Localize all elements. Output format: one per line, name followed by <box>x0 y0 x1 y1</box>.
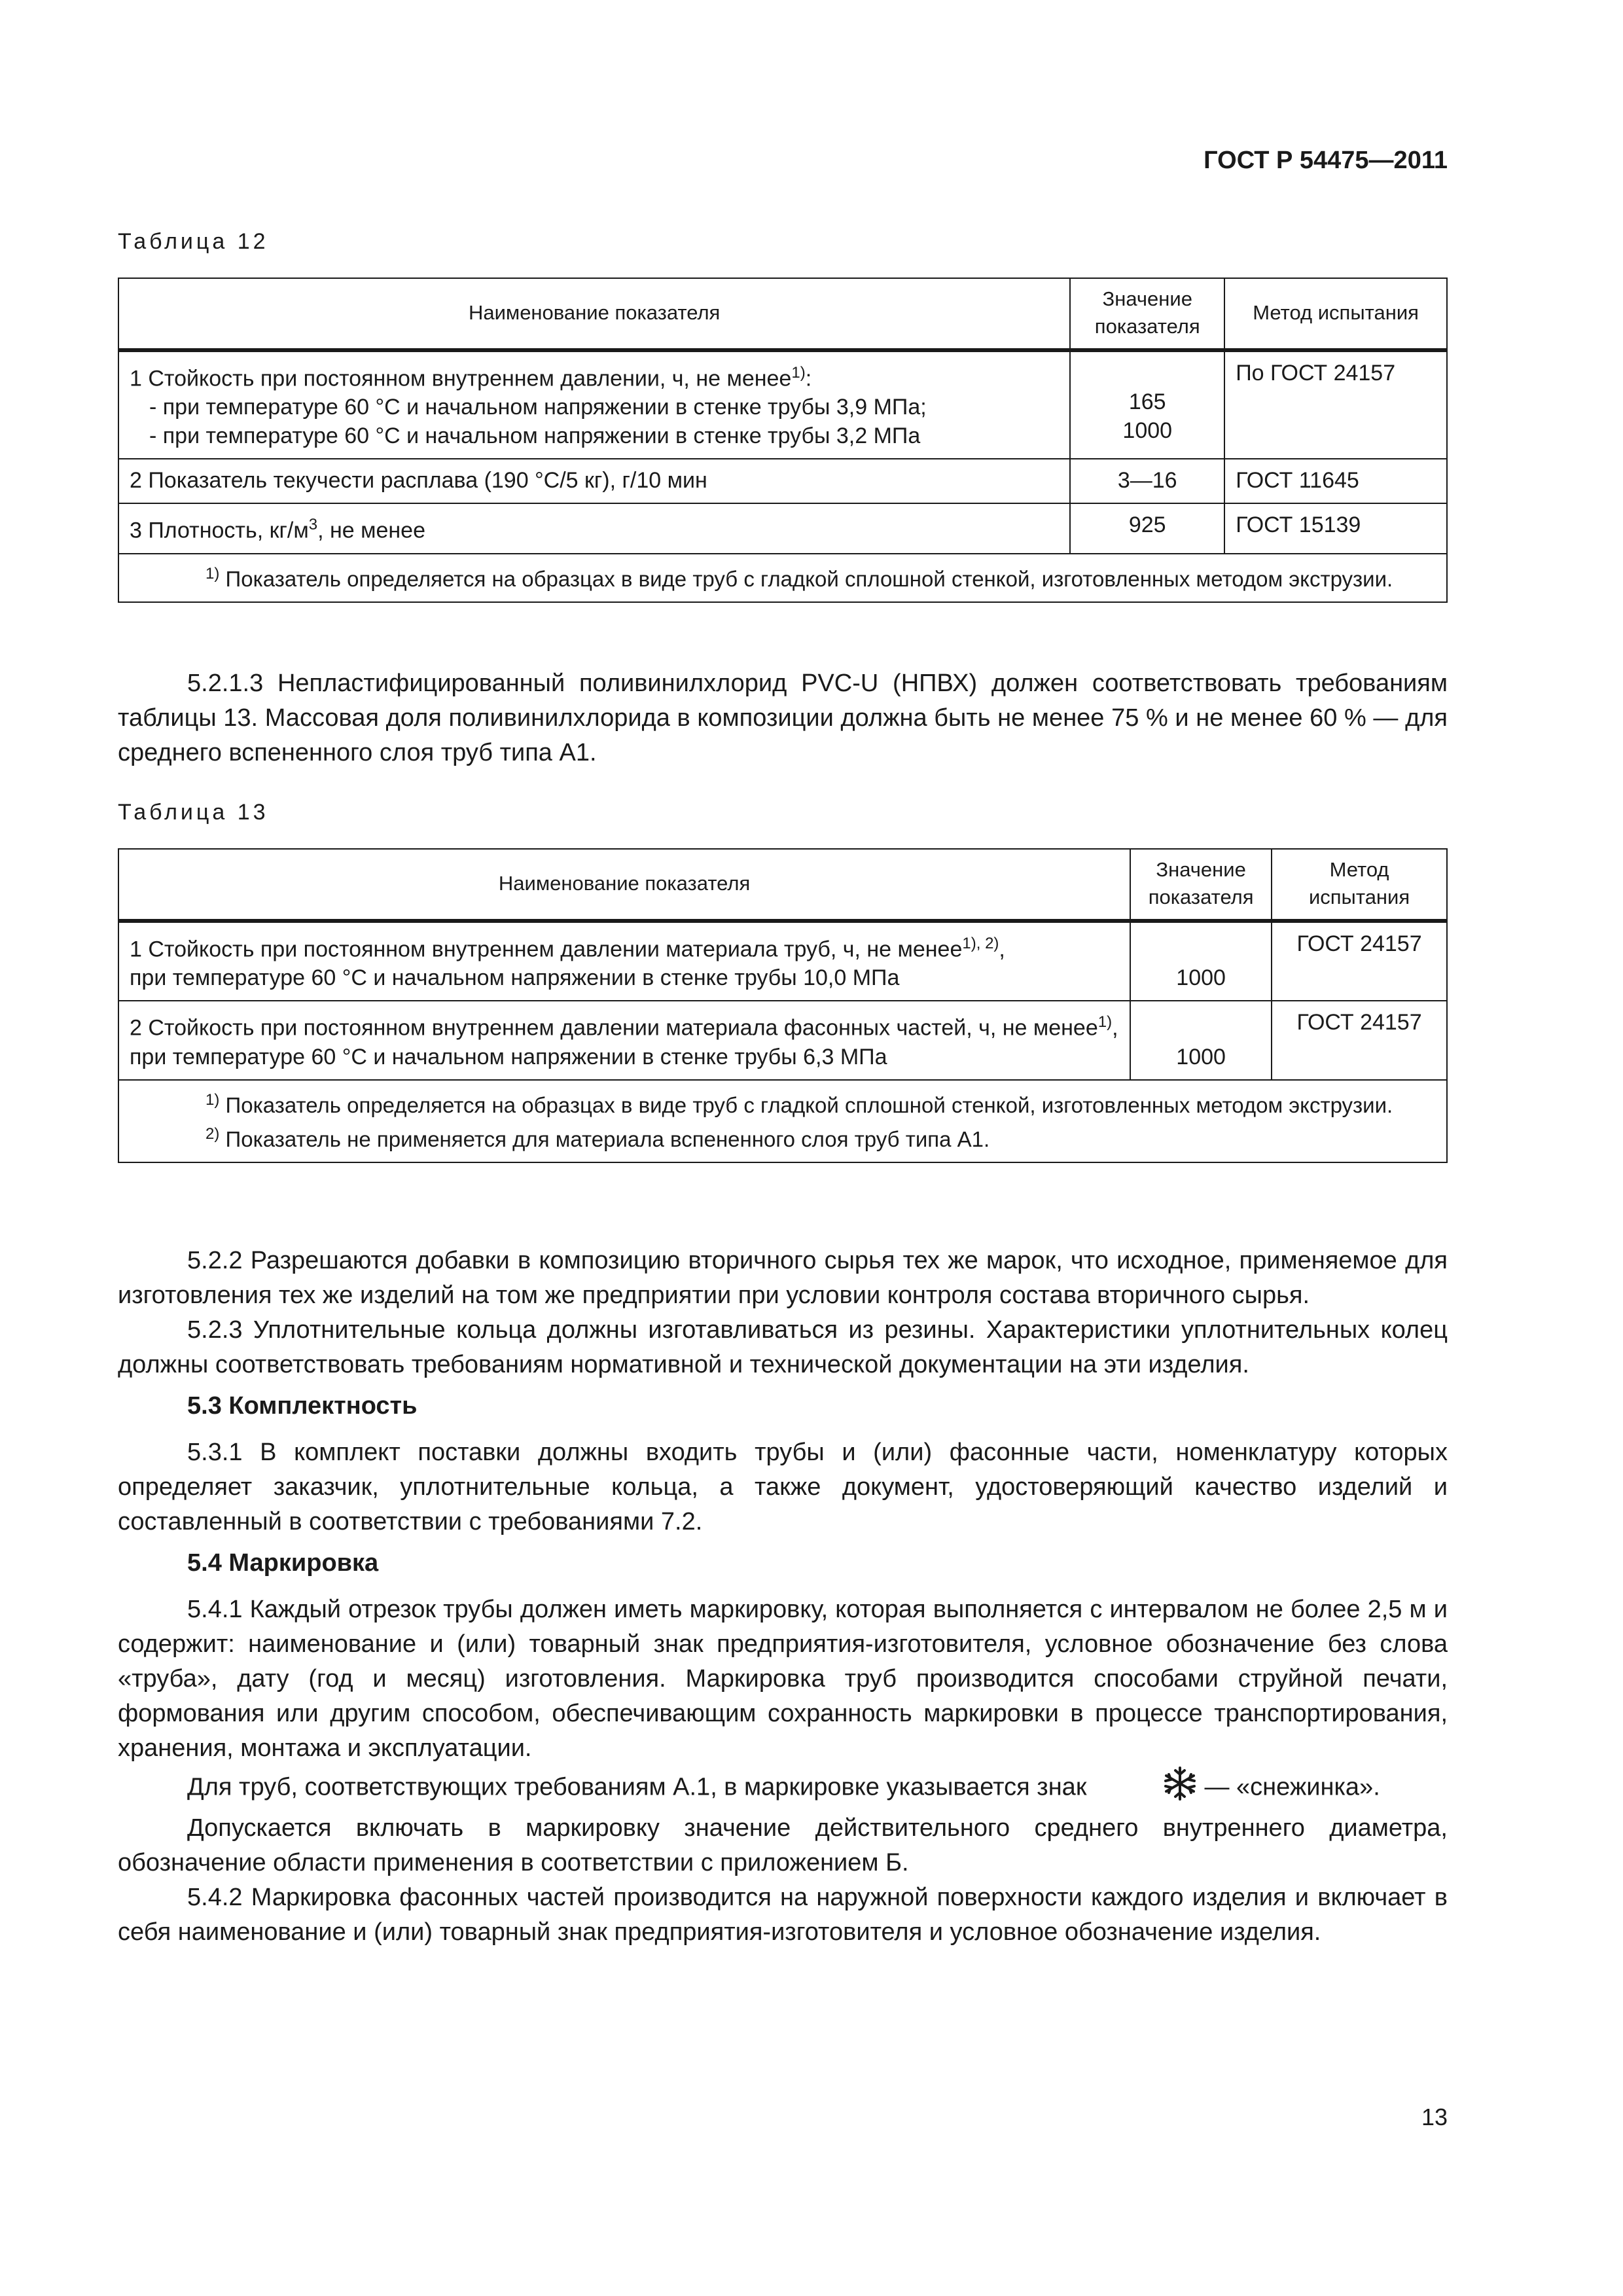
header-method: Метод испытания <box>1224 278 1447 350</box>
row1-value: 1000 <box>1130 921 1272 1001</box>
document-code-header: ГОСТ Р 54475—2011 <box>1204 147 1448 174</box>
table-row <box>118 503 1447 553</box>
row1-name: 1 Стойкость при постоянном внутреннем давлении, ч, не менее$^{1)}$: - при температуре 60 °С и начальном напряжении в стенке трубы 3,9 МПа; - при температуре 60 °С и начальном напряжении в стенке трубы 3,2 МПа <box>118 350 1070 459</box>
row2-value: 1000 <box>1130 1001 1272 1079</box>
paragraph-5-3-1: 5.3.1 В комплект поставки должны входить трубы и (или) фасонные части, номенклатуру которых определяет заказчик, уплотнительные кольца, а также документ, удостоверяющий качество изделий и составленный в соответствии с требованиями 7.2. <box>118 1439 1448 1535</box>
row3-value: 925 <box>1070 503 1224 553</box>
row3-method: ГОСТ 15139 <box>1224 503 1447 553</box>
header-method: Метод испытания <box>1272 849 1447 921</box>
table-12 <box>118 278 1448 603</box>
table-12-caption: Таблица 12 <box>118 229 269 254</box>
row1-method: По ГОСТ 24157 <box>1224 350 1447 459</box>
row2-method: ГОСТ 11645 <box>1224 459 1447 503</box>
table-row <box>118 459 1447 503</box>
row2-name: 2 Стойкость при постоянном внутреннем давлении материала фасонных частей, ч, не менее$^{1)}$, при температуре 60 °С и начальном напряжении в стенке трубы 6,3 МПа <box>118 1001 1130 1079</box>
table-row <box>118 278 1447 350</box>
table-row <box>118 921 1447 1001</box>
table-13 <box>118 848 1448 1163</box>
section-5-4-heading: 5.4 Маркировка <box>187 1549 379 1577</box>
header-value: Значение показателя <box>1130 849 1272 921</box>
paragraph-5-2-3: 5.2.3 Уплотнительные кольца должны изготавливаться из резины. Характеристики уплотнительных колец должны соответствовать требованиям нормативной и технической документации на эти изделия. <box>118 1316 1448 1378</box>
table-12-footnote: $^{1)}$ Показатель определяется на образцах в виде труб с гладкой сплошной стенкой, изготовленных методом экструзии. <box>118 554 1447 602</box>
paragraph-5-2-1-3: 5.2.1.3 Непластифицированный поливинилхлорид PVC-U (НПВХ) должен соответствовать требованиям таблицы 13. Массовая доля поливинилхлорида в композиции должна быть не менее 75 % и не менее 60 % — для среднего вспененного слоя труб типа А1. <box>118 670 1448 766</box>
row2-value: 3—16 <box>1070 459 1224 503</box>
paragraph-5-2-2: 5.2.2 Разрешаются добавки в композицию вторичного сырья тех же марок, что исходное, применяемое для изготовления тех же изделий на том же предприятии при условии контроля состава вторичного сырья. <box>118 1247 1448 1309</box>
row3-name: 3 Плотность, $кг/м^3$, не менее <box>118 503 1070 553</box>
paragraph-5-4-1-addition: Допускается включать в маркировку значение действительного среднего внутреннего диаметра, обозначение области применения в соответствии с приложением Б. <box>118 1814 1448 1876</box>
body-text <box>118 1244 1448 1950</box>
row1-value: 165 1000 <box>1070 350 1224 459</box>
row2-name: 2 Показатель текучести расплава (190 °С/5 кг), г/10 мин <box>118 459 1070 503</box>
paragraph-5-4-2: 5.4.2 Маркировка фасонных частей производится на наружной поверхности каждого изделия и включает в себя наименование и (или) товарный знак предприятия-изготовителя и условное обозначение изделия. <box>118 1884 1448 1946</box>
table-13-footnotes: $^{1)}$ Показатель определяется на образцах в виде труб с гладкой сплошной стенкой, изготовленных методом экструзии. $^{2)}$ Показатель не применяется для материала вспененного слоя труб типа А1. <box>118 1080 1447 1162</box>
row2-method: ГОСТ 24157 <box>1272 1001 1447 1079</box>
header-name: Наименование показателя <box>118 849 1130 921</box>
table-row <box>118 350 1447 459</box>
header-value: Значение показателя <box>1070 278 1224 350</box>
snowflake-icon <box>1093 1766 1198 1811</box>
table-row <box>118 1001 1447 1079</box>
paragraph-5-4-1: 5.4.1 Каждый отрезок трубы должен иметь маркировку, которая выполняется с интервалом не более 2,5 м и содержит: наименование и (или) товарный знак предприятия-изготовителя, условное обозначение без слова «труба», дату (год и месяц) изготовления. Маркировка труб производится способами струйной печати, формования или другим способом, обеспечивающим сохранность маркировки в процессе транспортирования, хранения, монтажа и эксплуатации. <box>118 1596 1448 1762</box>
row1-method: ГОСТ 24157 <box>1272 921 1447 1001</box>
row1-name: 1 Стойкость при постоянном внутреннем давлении материала труб, ч, не менее$^{1), 2)}$, при температуре 60 °С и начальном напряжении в стенке трубы 10,0 МПа <box>118 921 1130 1001</box>
section-5-3-heading: 5.3 Комплектность <box>187 1392 418 1420</box>
page-number: 13 <box>1421 2104 1448 2130</box>
table-footnote-row <box>118 1080 1447 1162</box>
paragraph-snowflake-mark: Для труб, соответствующих требованиям А.1, в маркировке указывается знак — «снежинка». <box>118 1766 1448 1811</box>
table-footnote-row <box>118 554 1447 602</box>
header-name: Наименование показателя <box>118 278 1070 350</box>
table-row <box>118 849 1447 921</box>
table-13-caption: Таблица 13 <box>118 800 269 825</box>
